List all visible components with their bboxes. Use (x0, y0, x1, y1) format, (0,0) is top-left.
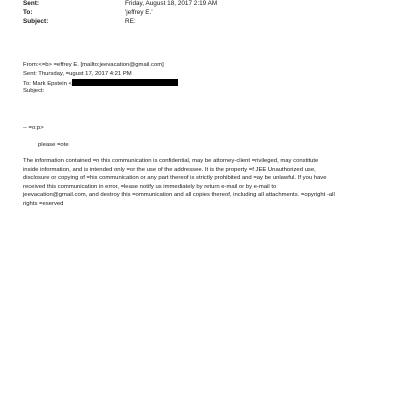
disclaimer-line: disclosure or copying of =his communication or any part thereof is strictly prohibited and =ay be unlawful. If you have (23, 175, 327, 182)
to-label: To: (23, 9, 33, 16)
disclaimer-line: inside information, and is intended only =or the use of the addressee. It is the property =f JEE Unauthorized use, (23, 166, 316, 173)
please-note-text: please =ote (38, 142, 69, 148)
disclaimer-line: received this communication in error, =lease notify us immediately by return e-mail or by e-mail to (23, 183, 277, 190)
disclaimer-line: rights =eserved (23, 200, 64, 207)
confidentiality-disclaimer (23, 157, 379, 209)
separator-line: -- =o:p> (23, 125, 44, 131)
disclaimer-line: jeevacation@gmail.com, and destroy this =ommunication and all copies thereof, including all attachments. =opyright -all (23, 192, 335, 199)
disclaimer-line: The information contained =n this communication is confidential, may be attorney-client =rivileged, may constitute (23, 158, 319, 164)
sent-value: Friday, August 18, 2017 2:19 AM (125, 0, 218, 7)
forwarded-to-prefix: To: Mark Epstein < (23, 80, 72, 87)
to-value: 'jeffrey E.' (125, 9, 153, 16)
redaction-bar (72, 79, 178, 86)
subject-value: RE: (125, 18, 136, 25)
subject-label: Subject: (23, 18, 49, 25)
sent-label: Sent: (23, 0, 39, 7)
forwarded-header (23, 61, 178, 96)
forwarded-to-line (23, 79, 178, 88)
forwarded-sent-line: Sent: Thursday, =ugust 17, 2017 4:21 PM (23, 70, 132, 77)
forwarded-from-line: From:<=b> =effrey E. [mailto:jeevacation@gmail.com] (23, 62, 164, 68)
forwarded-subject-line: Subject: (23, 88, 45, 95)
